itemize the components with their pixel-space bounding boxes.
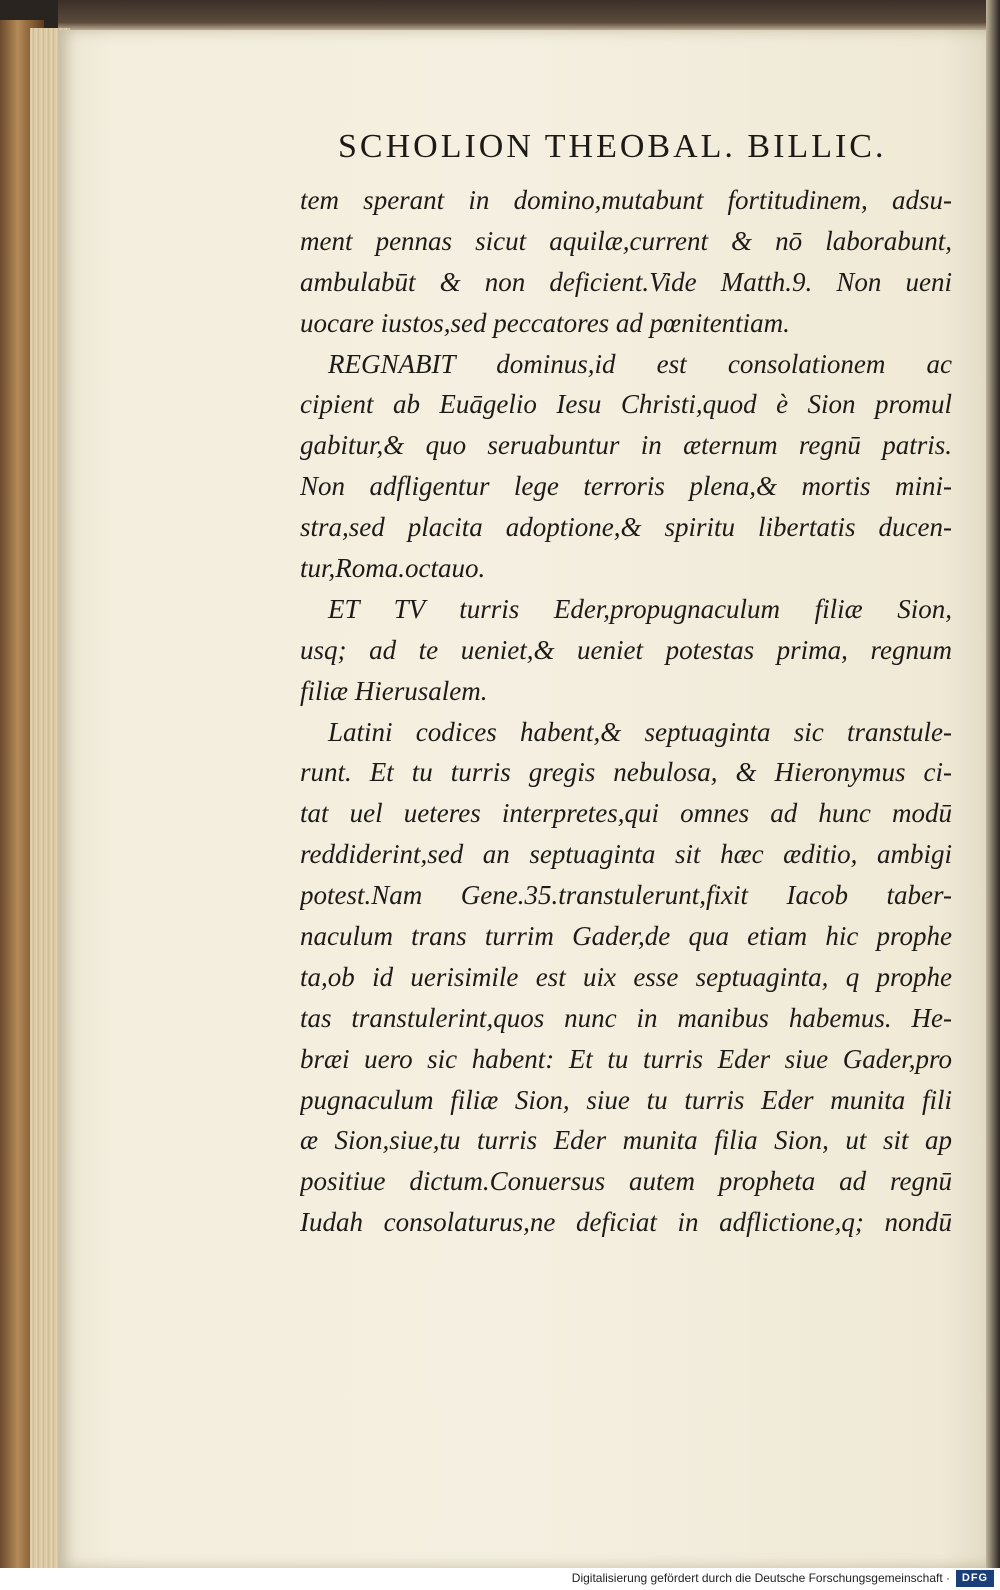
funding-credit: Digitalisierung gefördert durch die Deutsche Forschungsgemeinschaft ·	[571, 1571, 950, 1585]
text-line: usq; ad te ueniet,& ueniet potestas prima, regnum	[300, 634, 952, 665]
scanner-background-top	[58, 0, 1000, 32]
text-line: reddiderint,sed an septuaginta sit hæc æditio, ambigi	[300, 839, 952, 870]
scanner-background-right	[986, 0, 1000, 1568]
body-text	[300, 180, 952, 1243]
text-line: cipient ab Euāgelio Iesu Christi,quod è Sion promul	[300, 389, 952, 420]
running-head: SCHOLION THEOBAL. BILLIC.	[338, 128, 887, 165]
text-line: stra,sed placita adoptione,& spiritu libertatis ducen-	[300, 512, 952, 543]
text-line: Latini codices habent,& septuaginta sic transtule-	[328, 716, 952, 747]
text-line: tur,Roma.octauo.	[300, 553, 486, 584]
text-line: Iudah consolaturus,ne deficiat in adflictione,q; nondū	[300, 1207, 952, 1238]
text-line: ta,ob id uerisimile est uix esse septuaginta, q prophe	[300, 961, 952, 992]
text-line: ment pennas sicut aquilæ,current & nō laborabunt,	[300, 225, 952, 256]
text-line: pugnaculum filiæ Sion, siue tu turris Eder munita fili	[300, 1084, 952, 1115]
text-line: runt. Et tu turris gregis nebulosa, & Hieronymus ci-	[300, 757, 952, 788]
text-line: Non adfligentur lege terroris plena,& mortis mini-	[300, 471, 952, 502]
text-line: naculum trans turrim Gader,de qua etiam hic prophe	[300, 921, 952, 952]
text-line: ET TV turris Eder,propugnaculum filiæ Sion,	[328, 593, 952, 624]
text-line: potest.Nam Gene.35.transtulerunt,fixit Iacob taber-	[300, 880, 952, 911]
digitization-footer	[0, 1568, 1000, 1590]
text-line: REGNABIT dominus,id est consolationem ac	[328, 348, 952, 379]
dfg-logo: DFG	[956, 1570, 994, 1587]
text-line: ambulabūt & non deficient.Vide Matth.9. Non ueni	[300, 266, 952, 297]
text-line: tat uel ueteres interpretes,qui omnes ad hunc modū	[300, 798, 952, 829]
text-line: tas transtulerint,quos nunc in manibus habemus. He-	[300, 1002, 952, 1033]
text-line: bræi uero sic habent: Et tu turris Eder siue Gader,pro	[300, 1043, 952, 1074]
text-line: gabitur,& quo seruabuntur in æternum regnū patris.	[300, 430, 952, 461]
text-line: æ Sion,siue,tu turris Eder munita filia Sion, ut sit ap	[300, 1125, 952, 1156]
text-line: uocare iustos,sed peccatores ad pœnitentiam.	[300, 307, 790, 338]
text-line: filiæ Hierusalem.	[300, 675, 488, 706]
text-line: tem sperant in domino,mutabunt fortitudinem, adsu-	[300, 185, 952, 215]
text-line: positiue dictum.Conuersus autem propheta ad regnū	[300, 1166, 952, 1197]
